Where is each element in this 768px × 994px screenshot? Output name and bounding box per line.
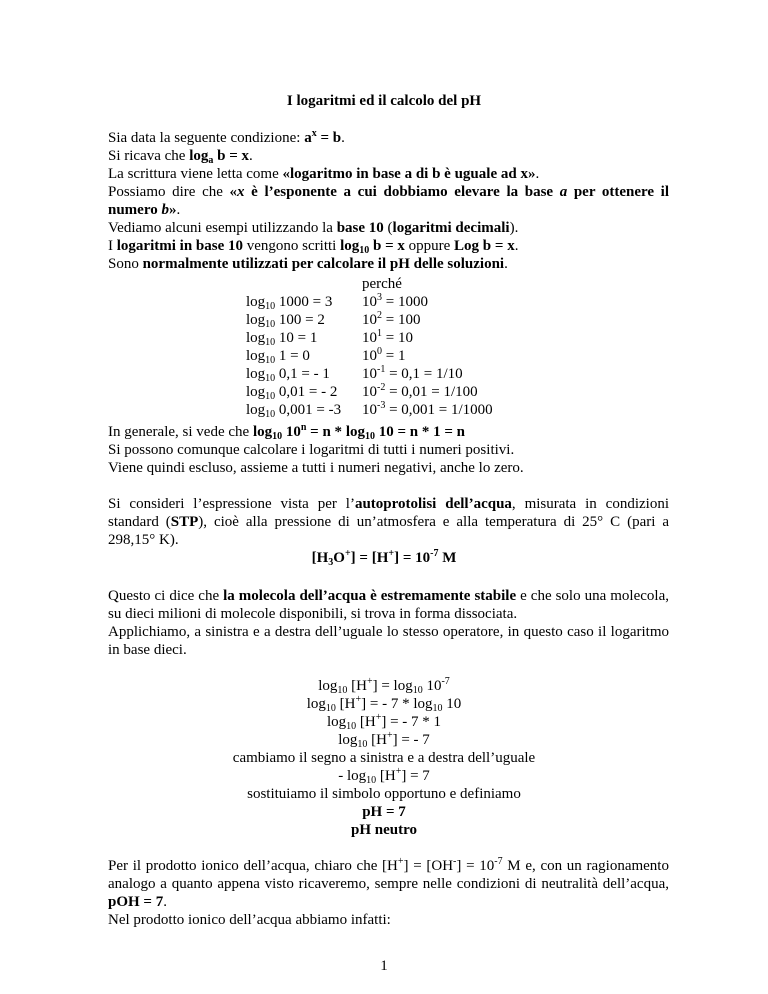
general-line-1: In generale, si vede che $\log_{10} 10^n = n * \log_{10} 10 = n * 1 = n$ — [108, 422, 466, 442]
table-header: perché — [362, 276, 402, 292]
log-table-expression: $\log_{10} 0,01$ = - 2 — [246, 384, 338, 402]
log-table-power: $10^{-1} = 0,1 = 1/10$ — [362, 364, 463, 382]
intro-line-3: La scrittura viene letta come «logaritmo in base a di b è uguale ad x». — [108, 166, 540, 182]
stability-paragraph: Questo ci dice che la molecola dell’acqua è estremamente stabile e che solo una molecola, su dieci milioni di molecole disponibili, si trova in forma dissociata. — [108, 588, 669, 622]
hydronium-equation: $[H_3O^+] = [H^+] = 10^{-7}$ M — [311, 548, 457, 568]
log-table-power: $10^2 = 100$ — [362, 310, 421, 328]
derivation-line-4: $\log_{10} [H^+]$ = - 7 — [338, 730, 430, 750]
log-table-power: $10^0 = 1$ — [362, 346, 406, 364]
ph-equals-7: pH = 7 — [362, 804, 406, 820]
derivation-note-substitute: sostituiamo il simbolo opportuno e definiamo — [247, 786, 521, 802]
apply-log-paragraph: Applichiamo, a sinistra e a destra dell’uguale lo stesso operatore, in questo caso il logaritmo in base dieci. — [108, 624, 669, 658]
log-table-expression: $\log_{10} 0,1$ = - 1 — [246, 366, 330, 384]
log-table-expression: $\log_{10} 1 = 0$ — [246, 348, 310, 366]
page-number: 1 — [380, 958, 388, 974]
intro-line-8: Sono normalmente utilizzati per calcolare il pH delle soluzioni. — [108, 256, 508, 272]
autoprotolysis-paragraph: Si consideri l’espressione vista per l’autoprotolisi dell’acqua, misurata in condizioni standard (STP), cioè alla pressione di un’atmosfera e alla temperatura di 25° C (pari a 298,15° K). — [108, 496, 670, 548]
log-table-expression: $\log_{10} 100 = 2$ — [246, 312, 325, 330]
log-table-expression: $\log_{10} 1000 = 3$ — [246, 294, 333, 312]
log-table-power: $10^1 = 10$ — [362, 328, 413, 346]
intro-line-5: numero b». — [108, 202, 181, 218]
intro-line-6: Vediamo alcuni esempi utilizzando la base 10 (logaritmi decimali). — [108, 220, 519, 236]
general-line-3: Viene quindi escluso, assieme a tutti i numeri negativi, anche lo zero. — [108, 460, 524, 476]
log-table-expression: $\log_{10} 0,001 = -3$ — [246, 402, 342, 420]
derivation-line-1: $\log_{10} [H^+] = \log_{10} 10^{-7}$ — [318, 676, 450, 696]
derivation-line-2: $\log_{10} [H^+]$ = - $7 * \log_{10} 10$ — [306, 694, 462, 714]
ionic-product-paragraph: Per il prodotto ionico dell’acqua, chiaro che $[H^+] = [OH^-] = 10^{-7}$ M e, con un ragionamento analogo a quanto appena visto ricaveremo, sempre nelle condizioni di neutralità dell’acqua, pOH = 7. — [108, 856, 669, 910]
log-table-power: $10^3 = 1000$ — [362, 292, 428, 310]
derivation-line-3: $\log_{10} [H^+]$ = - 7 * 1 — [326, 712, 442, 732]
derivation-line-5: - $\log_{10} [H^+] = 7$ — [338, 766, 430, 786]
intro-line-7: I logaritmi in base 10 vengono scritti $\log_{10} b = x$ oppure Log b = x. — [108, 238, 519, 256]
ionic-product-intro: Nel prodotto ionico dell’acqua abbiamo infatti: — [108, 912, 391, 928]
page-title: I logaritmi ed il calcolo del pH — [286, 93, 482, 109]
log-table-power: $10^{-3} = 0,001 = 1/1000$ — [362, 400, 493, 418]
ph-neutral-label: pH neutro — [351, 822, 417, 838]
intro-line-4: Possiamo dire che «x è l’esponente a cui dobbiamo elevare la base a per ottenere il — [108, 184, 669, 200]
general-line-2: Si possono comunque calcolare i logaritmi di tutti i numeri positivi. — [108, 442, 515, 458]
log-table-power: $10^{-2} = 0,01 = 1/100$ — [362, 382, 478, 400]
intro-line-2: Si ricava che $\log_a b = x$. — [108, 148, 253, 166]
intro-line-1: Sia data la seguente condizione: $a^x = b$. — [108, 128, 345, 146]
log-table-expression: $\log_{10} 10 = 1$ — [246, 330, 318, 348]
derivation-note-sign: cambiamo il segno a sinistra e a destra dell’uguale — [232, 750, 536, 766]
